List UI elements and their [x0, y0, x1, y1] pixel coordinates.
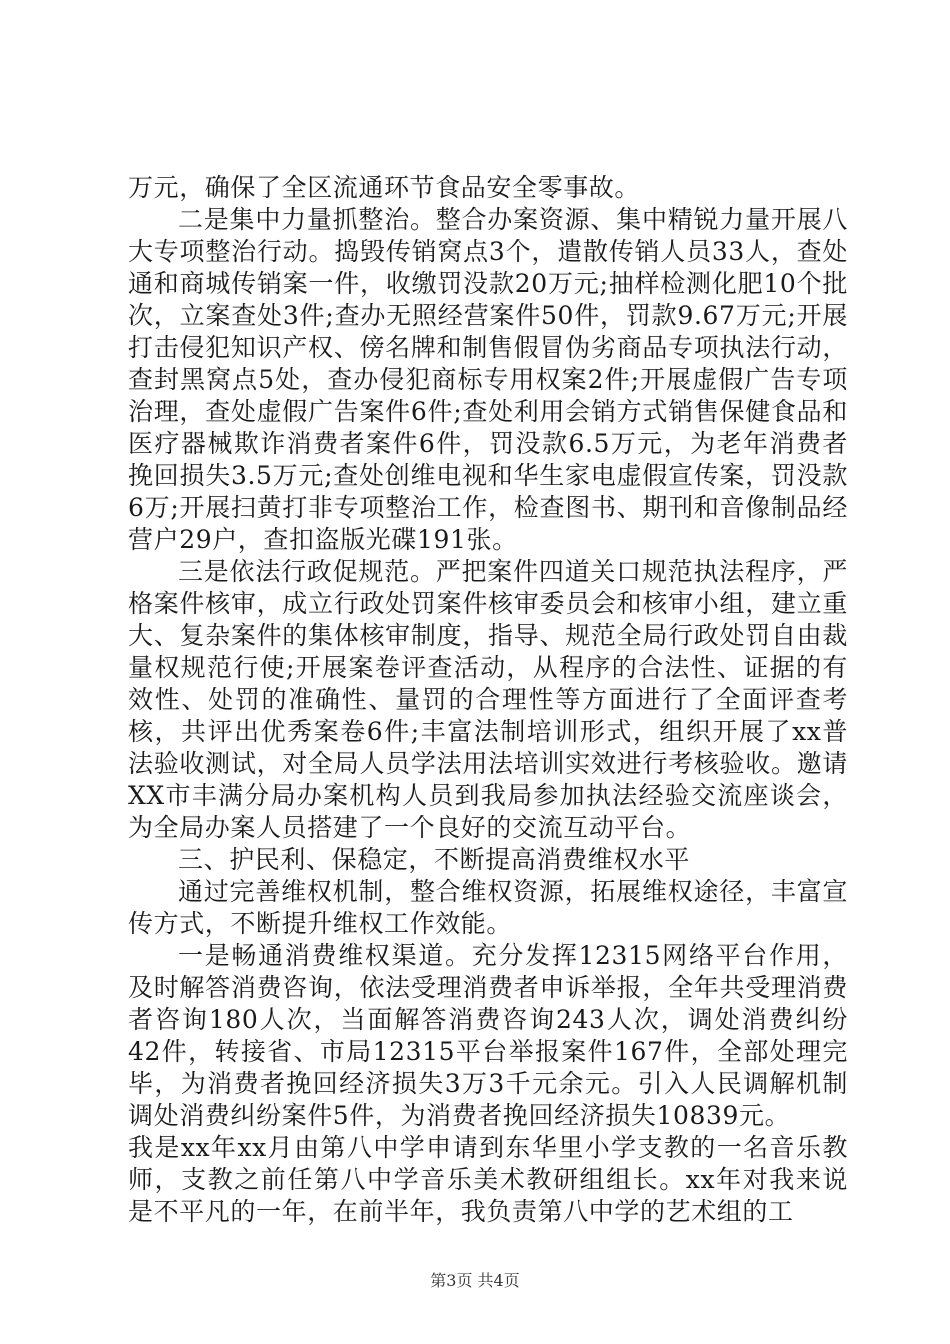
paragraph-3: 三是依法行政促规范。严把案件四道关口规范执法程序，严格案件核审，成立行政处罚案件核审委员会和核审小组，建立重大、复杂案件的集体核审制度，指导、规范全局行政处罚自由裁量权规范行使;开展案卷评查活动，从程序的合法性、证据的有效性、处罚的准确性、量罚的合理性等方面进行了全面评查考核，共评出优秀案卷6件;丰富法制培训形式，组织开展了xx普法验收测试，对全局人员学法用法培训实效进行考核验收。邀请XX市丰满分局办案机构人员到我局参加执法经验交流座谈会，为全局办案人员搭建了一个良好的交流互动平台。: [128, 557, 848, 842]
paragraph-5: 一是畅通消费维权渠道。充分发挥12315网络平台作用，及时解答消费咨询，依法受理消费者申诉举报，全年共受理消费者咨询180人次，当面解答消费咨询243人次，调处消费纠纷42件，转接省、市局12315平台举报案件167件，全部处理完毕，为消费者挽回经济损失3万3千元余元。引入人民调解机制调处消费纠纷案件5件，为消费者挽回经济损失10839元。: [128, 941, 848, 1130]
paragraph-1: 万元，确保了全区流通环节食品安全零事故。: [128, 173, 641, 202]
document-body: [128, 172, 848, 1228]
page-number-footer: 第3页 共4页: [430, 1271, 520, 1290]
paragraph-2: 二是集中力量抓整治。整合办案资源、集中精锐力量开展八大专项整治行动。捣毁传销窝点3个，遣散传销人员33人，查处通和商城传销案一件，收缴罚没款20万元;抽样检测化肥10个批次，立案查处3件;查办无照经营案件50件，罚款9.67万元;开展打击侵犯知识产权、傍名牌和制售假冒伪劣商品专项执法行动，查封黑窝点5处，查办侵犯商标专用权案2件;开展虚假广告专项治理，查处虚假广告案件6件;查处利用会销方式销售保健食品和医疗器械欺诈消费者案件6件，罚没款6.5万元，为老年消费者挽回损失3.5万元;查处创维电视和华生家电虚假宣传案，罚没款6万;开展扫黄打非专项整治工作，检查图书、期刊和音像制品经营户29户，查扣盗版光碟191张。: [128, 205, 848, 554]
section-heading: 三、护民利、保稳定，不断提高消费维权水平: [178, 845, 691, 874]
paragraph-6: 我是xx年xx月由第八中学申请到东华里小学支教的一名音乐教师，支教之前任第八中学音乐美术教研组组长。xx年对我来说是不平凡的一年，在前半年，我负责第八中学的艺术组的工: [128, 1133, 848, 1226]
paragraph-4: 通过完善维权机制，整合维权资源，拓展维权途径，丰富宣传方式，不断提升维权工作效能。: [128, 877, 848, 938]
